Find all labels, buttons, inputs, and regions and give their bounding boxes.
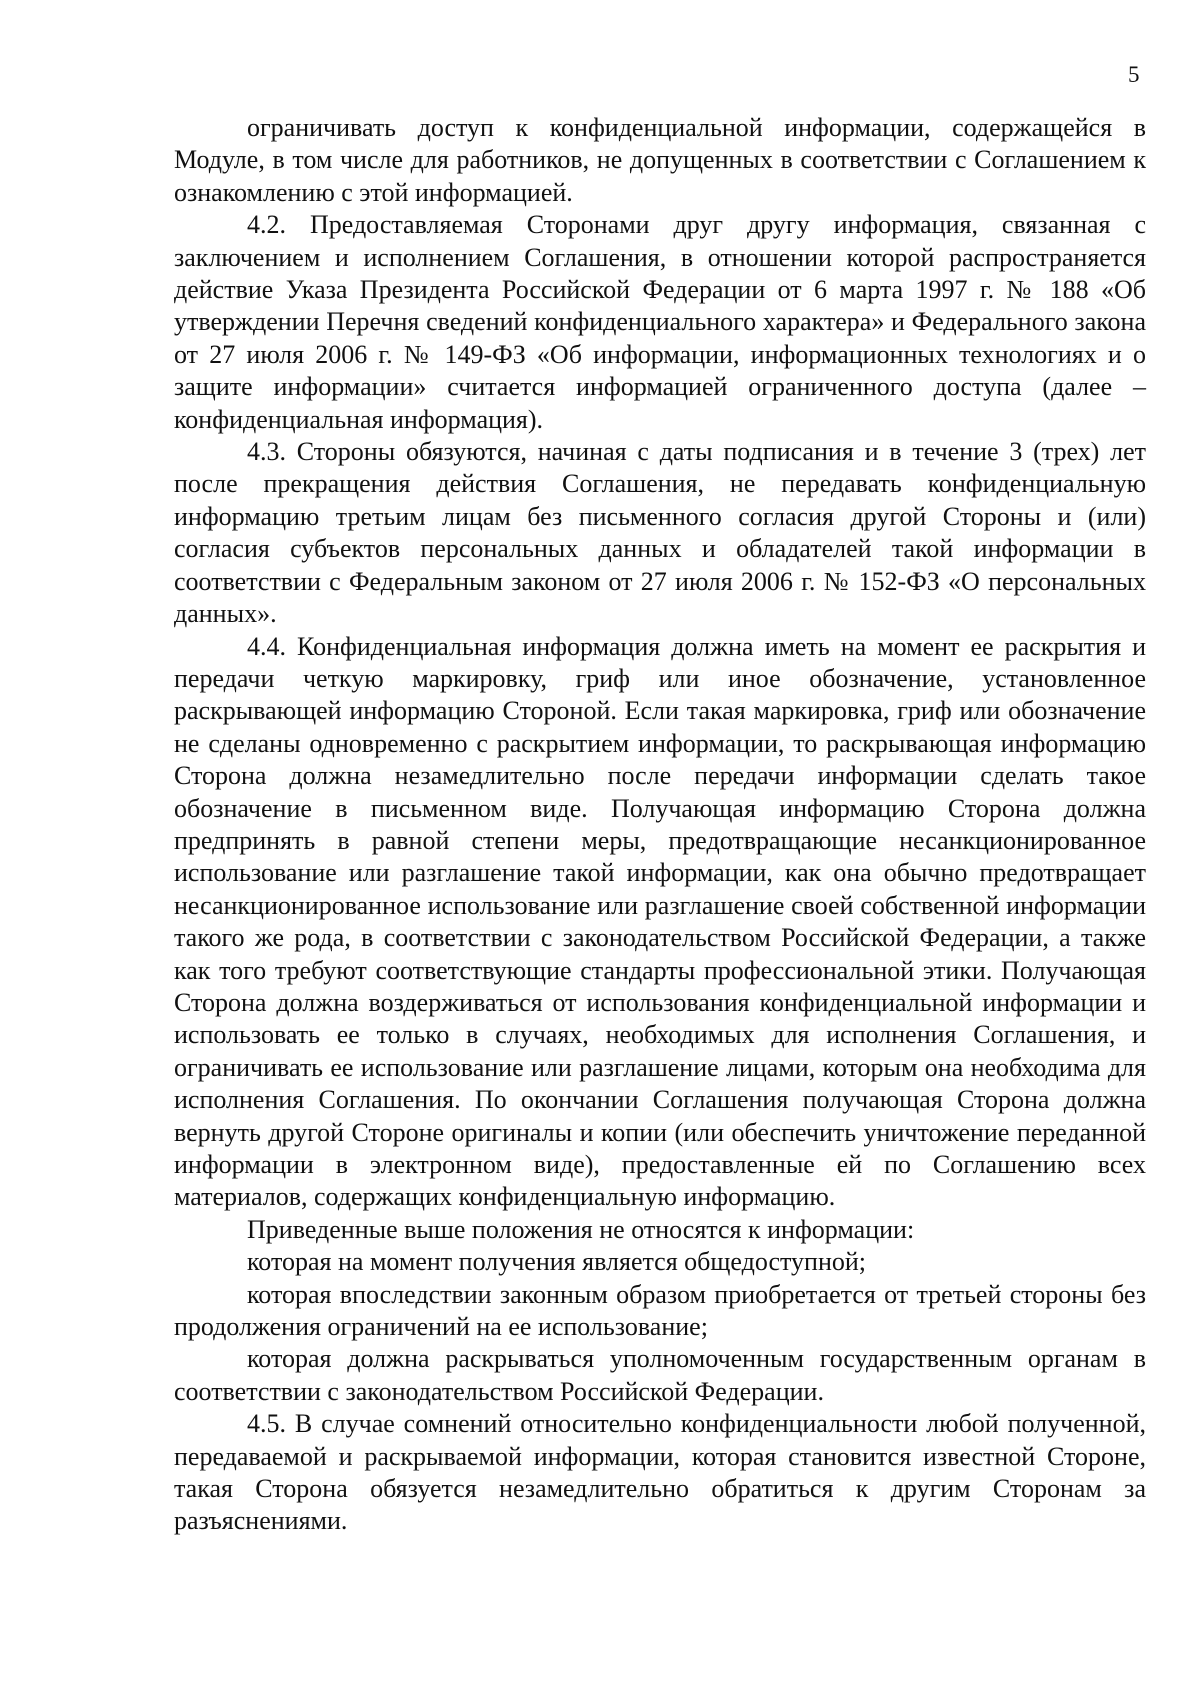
paragraph-4-4: 4.4. Конфиденциальная информация должна иметь на момент ее раскрытия и передачи четкую маркировку, гриф или иное обозначение, установленное раскрывающей информацию Стороной. Если такая маркировка, гриф или обозначение не сделаны одновременно с раскрытием информации, то раскрывающая информацию Сторона должна незамедлительно после передачи информации сделать такое обозначение в письменном виде. Получающая информацию Сторона должна предпринять в равной степени меры, предотвращающие несанкционированное использование или разглашение такой информации, как она обычно предотвращает несанкционированное использование или разглашение своей собственной информации такого же рода, в соответствии с законодательством Российской Федерации, а также как того требуют соответствующие стандарты профессиональной этики. Получающая Сторона должна воздерживаться от использования конфиденциальной информации и использовать ее только в случаях, необходимых для исполнения Соглашения, и ограничивать ее использование или разглашение лицами, которым она необходима для исполнения Соглашения. По окончании Соглашения получающая Сторона должна вернуть другой Стороне оригиналы и копии (или обеспечить уничтожение переданной информации в электронном виде), предоставленные ей по Соглашению всех материалов, содержащих конфиденциальную информацию. — [174, 631, 1146, 1212]
exceptions-intro: Приведенные выше положения не относятся к информации: — [247, 1214, 915, 1244]
paragraph-4-3: 4.3. Стороны обязуются, начиная с даты подписания и в течение 3 (трех) лет после прекращения действия Соглашения, не передавать конфиденциальную информацию третьим лицам без письменного согласия другой Стороны и (или) согласия субъектов персональных данных и обладателей такой информации в соответствии с Федеральным законом от 27 июля 2006 г. № 152-ФЗ «О персональных данных». — [174, 437, 1146, 629]
document-body — [174, 112, 1146, 1538]
exception-item: которая на момент получения является общедоступной; — [247, 1247, 867, 1277]
exception-item: которая должна раскрываться уполномоченным государственным органам в соответствии с законодательством Российской Федерации. — [174, 1344, 1146, 1406]
exception-item: которая впоследствии законным образом приобретается от третьей стороны без продолжения ограничений на ее использование; — [174, 1279, 1146, 1342]
page-number: 5 — [1128, 62, 1140, 87]
paragraph: ограничивать доступ к конфиденциальной информации, содержащейся в Модуле, в том числе для работников, не допущенных в соответствии с Соглашением к ознакомлению с этой информацией. — [174, 113, 1146, 207]
paragraph-4-2: 4.2. Предоставляемая Сторонами друг другу информация, связанная с заключением и исполнением Соглашения, в отношении которой распространяется действие Указа Президента Российской Федерации от 6 марта 1997 г. № 188 «Об утверждении Перечня сведений конфиденциального характера» и Федерального закона от 27 июля 2006 г. № 149-ФЗ «Об информации, информационных технологиях и о защите информации» считается информацией ограниченного доступа (далее – конфиденциальная информация). — [174, 210, 1146, 434]
paragraph-4-5: 4.5. В случае сомнений относительно конфиденциальности любой полученной, передаваемой и раскрываемой информации, которая становится известной Стороне, такая Сторона обязуется незамедлительно обратиться к другим Сторонам за разъяснениями. — [174, 1409, 1146, 1536]
